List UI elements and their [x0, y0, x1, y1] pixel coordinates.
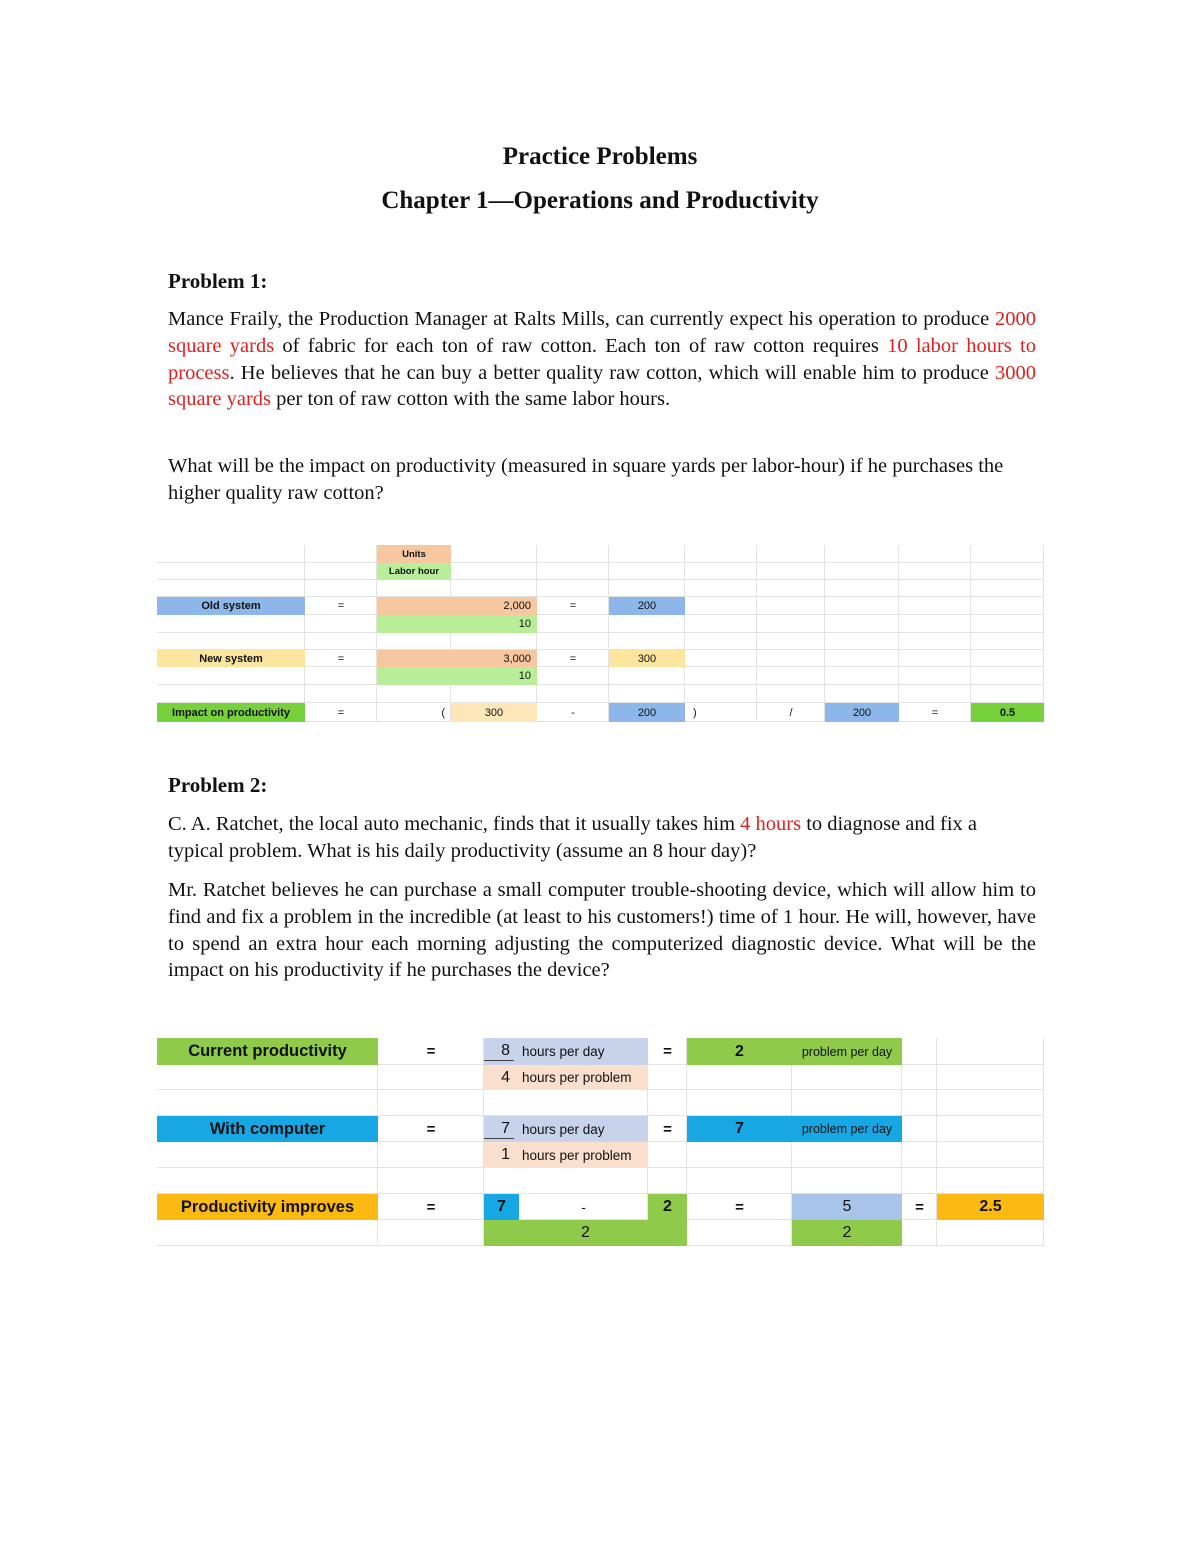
impact-base-value: 200 [825, 703, 899, 722]
computer-per-problem-value: 1 [501, 1146, 510, 1163]
highlight-2000-sq-yards: 2000 square yards [168, 308, 1036, 357]
new-result-value: 300 [609, 650, 685, 667]
impact-new-value: 300 [451, 703, 537, 722]
impact-equals: = [337, 706, 345, 719]
highlight-10-labor-hours: 10 labor hours to process [168, 334, 1036, 384]
computer-hours-unit: hours per day [522, 1121, 605, 1137]
problem-1-text [168, 306, 1036, 413]
improves-result-value: 2.5 [937, 1194, 1044, 1220]
with-computer-label: With computer [157, 1116, 378, 1142]
highlight-3000-sq-yards: 3000 square yards [168, 361, 1036, 411]
improves-equals: = [426, 1198, 436, 1216]
current-hours-cell [484, 1038, 648, 1065]
problem-2-text-a: C. A. Ratchet, the local auto mechanic, finds that it usually takes him [168, 813, 741, 835]
problem-1-text-c: . He believes that he can buy a better quality raw cotton, which will enable him to produce [229, 361, 995, 384]
impact-old-value: 200 [609, 703, 685, 722]
improves-diff-equals: = [735, 1198, 744, 1216]
old-result-equals: = [569, 600, 577, 612]
improves-old-value: 2 [648, 1194, 687, 1220]
current-per-problem-cell [484, 1065, 648, 1090]
old-equals: = [337, 600, 345, 612]
problem-2-text-b: to diagnose and fix a typical problem. What is his daily productivity (assume an 8 hour day)? [168, 813, 978, 862]
page-title: Practice Problems [502, 143, 698, 170]
new-units-value: 3,000 [377, 650, 537, 667]
impact-label: Impact on productivity [157, 703, 305, 722]
impact-divide: / [789, 706, 793, 719]
current-result-equals: = [663, 1043, 672, 1060]
problem-1-text-b: of fabric for each ton of raw cotton. Each ton of raw cotton requires [274, 334, 888, 357]
old-units-value: 2,000 [377, 597, 537, 615]
problem-2-text-1 [168, 811, 1028, 865]
problem-1-text-d: per ton of raw cotton with the same labor hours. [271, 388, 671, 411]
computer-hours-cell [484, 1116, 648, 1142]
improves-minus: - [581, 1199, 586, 1215]
units-header: Units [377, 545, 451, 563]
computer-hours-value: 7 [484, 1120, 514, 1139]
current-hours-unit: hours per day [522, 1044, 605, 1059]
highlight-4-hours: 4 hours [740, 813, 802, 835]
current-per-problem-unit: hours per problem [522, 1070, 632, 1085]
impact-left-paren: ( [441, 706, 445, 719]
problem-1-spreadsheet [157, 545, 1044, 722]
problem-2-heading: Problem 2: [168, 773, 268, 797]
impact-result-equals: = [931, 706, 939, 719]
new-equals: = [337, 652, 345, 665]
computer-result-equals: = [663, 1120, 672, 1138]
problem-2-spreadsheet [157, 1038, 1044, 1246]
new-system-label: New system [157, 650, 305, 667]
problem-1-text-a: Mance Fraily, the Production Manager at Ralts Mills, can currently expect his operation to produce [168, 308, 995, 330]
computer-result-value: 7 [687, 1116, 792, 1142]
computer-per-problem-unit: hours per problem [522, 1147, 632, 1163]
improves-diff-value: 5 [792, 1194, 902, 1220]
current-productivity-label: Current productivity [157, 1038, 378, 1065]
labor-hour-header: Labor hour [377, 563, 451, 580]
current-hours-value: 8 [484, 1042, 514, 1061]
old-result-value: 200 [609, 597, 685, 615]
improves-denominator: 2 [484, 1220, 687, 1246]
improves-result-equals: = [915, 1198, 924, 1216]
impact-minus: - [571, 706, 575, 719]
problem-2-text-2: Mr. Ratchet believes he can purchase a small computer trouble-shooting device, which will allow him to find and fix a problem in the incredible (at least to his customers!) time of 1 hour. He will, however, have to spend an extra hour each morning adjusting the computerized diagnostic device. What will be the impact on his productivity if he purchases the device? [168, 879, 1036, 982]
problem-1-question: What will be the impact on productivity (measured in square yards per labor-hour) if he purchases the higher quality raw cotton? [168, 455, 1004, 504]
current-per-problem-value: 4 [501, 1068, 510, 1086]
current-result-value: 2 [687, 1038, 792, 1065]
computer-result-unit: problem per day [792, 1116, 902, 1142]
new-result-equals: = [569, 652, 577, 665]
current-equals: = [426, 1043, 436, 1060]
new-hours-value: 10 [377, 667, 537, 685]
impact-right-paren: ) [693, 706, 697, 719]
computer-per-problem-cell [484, 1142, 648, 1168]
current-result-unit: problem per day [792, 1038, 902, 1065]
productivity-improves-label: Productivity improves [157, 1194, 378, 1220]
old-hours-value: 10 [377, 615, 537, 633]
problem-1-heading: Problem 1: [168, 269, 268, 293]
improves-new-value: 7 [484, 1194, 519, 1220]
computer-equals: = [426, 1120, 436, 1138]
improves-diff-denominator: 2 [792, 1220, 902, 1246]
impact-result-value: 0.5 [971, 703, 1044, 722]
old-system-label: Old system [157, 597, 305, 615]
chapter-subtitle: Chapter 1—Operations and Productivity [381, 187, 819, 214]
